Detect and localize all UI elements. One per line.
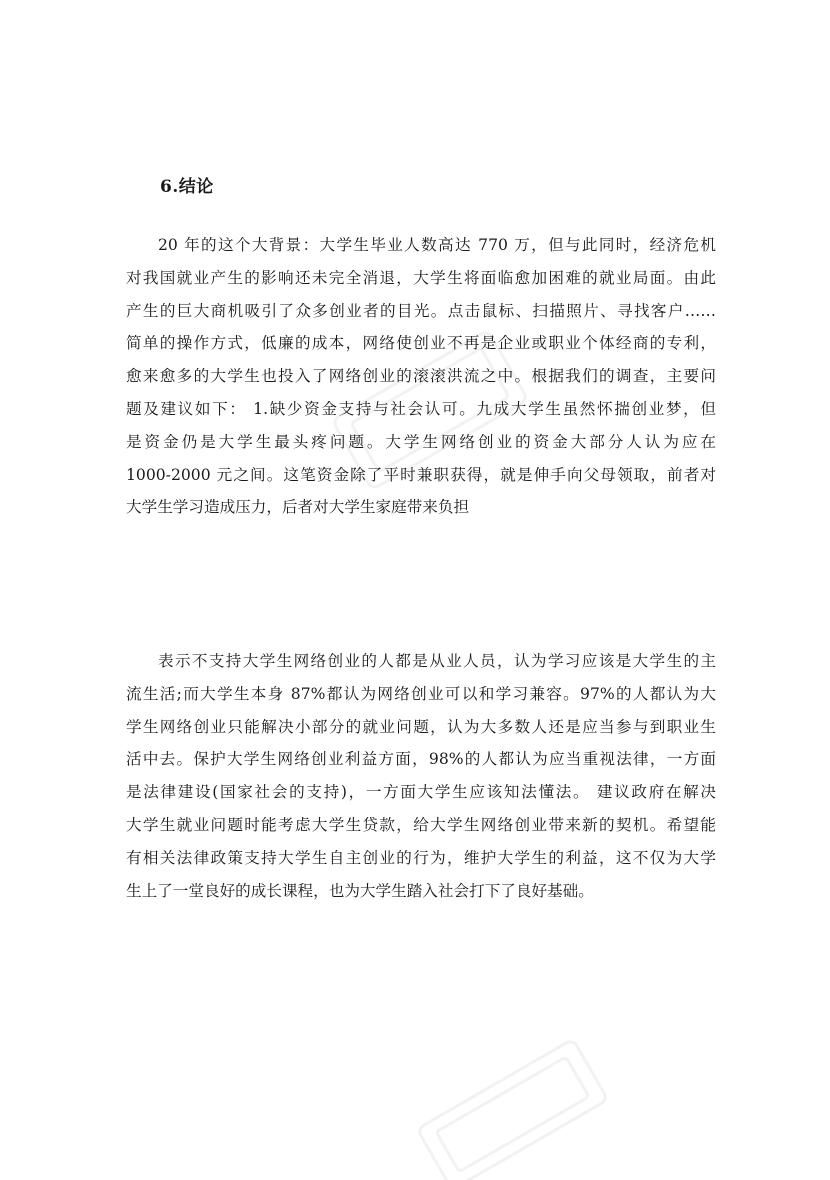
paragraph-line: 是资金仍是大学生最头疼问题。大学生网络创业的资金大部分人认为应在 xyxy=(126,432,716,451)
paragraph-line: 题及建议如下： 1.缺少资金支持与社会认可。九成大学生虽然怀揣创业梦，但 xyxy=(126,399,716,418)
paragraph-line: 1000-2000 元之间。这笔资金除了平时兼职获得，就是伸手向父母领取，前者对 xyxy=(126,465,716,484)
paragraph-2 xyxy=(126,645,716,907)
paragraph-line: 20 年的这个大背景：大学生毕业人数高达 770 万，但与此同时，经济危机 xyxy=(158,236,716,254)
paragraph-line: 大学生学习造成压力，后者对大学生家庭带来负担 xyxy=(126,498,470,517)
paragraph-line: 有相关法律政策支持大学生自主创业的行为，维护大学生的利益，这不仅为大学 xyxy=(126,848,716,867)
paragraph-line: 大学生就业问题时能考虑大学生贷款，给大学生网络创业带来新的契机。希望能 xyxy=(126,815,716,834)
paragraph-line: 表示不支持大学生网络创业的人都是从业人员，认为学习应该是大学生的主 xyxy=(158,652,716,670)
paragraph-line: 产生的巨大商机吸引了众多创业者的目光。点击鼠标、扫描照片、寻找客户…… xyxy=(126,301,716,320)
paragraph-line: 流生活;而大学生本身 87%都认为网络创业可以和学习兼容。97%的人都认为大 xyxy=(126,684,716,703)
paragraph-line: 生上了一堂良好的成长课程，也为大学生踏入社会打下了良好基础。 xyxy=(126,881,594,900)
paragraph-line: 愈来愈多的大学生也投入了网络创业的滚滚洪流之中。根据我们的调查，主要问 xyxy=(126,367,716,386)
paragraph-line: 简单的操作方式，低廉的成本，网络使创业不再是企业或职业个体经商的专利， xyxy=(126,334,716,353)
paragraph-line: 是法律建设(国家社会的支持)，一方面大学生应该知法懂法。 建议政府在解决 xyxy=(126,783,716,802)
watermark-logo-bottom xyxy=(380,1040,640,1180)
paragraph-1 xyxy=(126,229,716,524)
paragraph-line: 学生网络创业只能解决小部分的就业问题，认为大多数人还是应当参与到职业生 xyxy=(126,717,716,736)
section-heading: 6.结论 xyxy=(160,177,214,197)
paragraph-line: 对我国就业产生的影响还未完全消退，大学生将面临愈加困难的就业局面。由此 xyxy=(126,268,716,287)
paragraph-line: 活中去。保护大学生网络创业利益方面，98%的人都认为应当重视法律，一方面 xyxy=(126,750,716,769)
